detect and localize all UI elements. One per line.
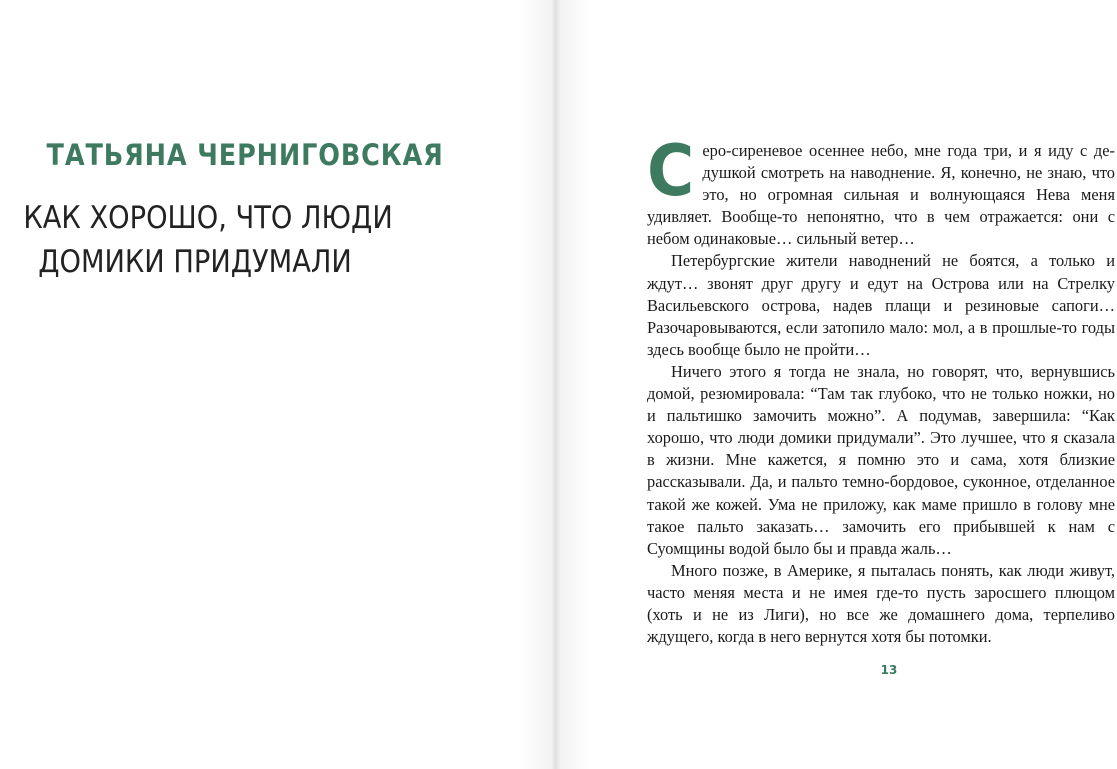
page-number: 13 [880, 663, 898, 677]
story-title [23, 196, 393, 284]
author-name: ТАТЬЯНА ЧЕРНИГОВСКАЯ [46, 138, 444, 172]
story-title-line-2: ДОМИКИ ПРИДУМАЛИ [38, 244, 352, 280]
paragraph-1 [647, 130, 1115, 250]
paragraph-4: Много позже, в Америке, я пыталась понять, как люди живут, часто меняя места и не имея где-то пусть заросшего плющом (хоть и не из Лиги), но все же домашнего дома, терпеливо ждущего, когда в него вернутся хотя бы потомки. [647, 560, 1115, 647]
paragraph-3: Ничего этого я тогда не знала, но говорят, что, вернувшись домой, резюмировала: “Там так глубоко, что не только ножки, но и пальтишко замочить можно”. А подумав, завершила: “Как хорошо, что люди домики придумали”. Это лучшее, что я сказала в жизни. Мне кажется, я помню это и сама, хотя близкие рассказывали. Да, и пальто темно-бордовое, суконное, отделанное такой же кожей. Ума не приложу, как маме пришло в голову мне такое пальто заказать… замочить его прибывшей к нам с Суомщины водой было бы и правда жаль… [647, 361, 1115, 558]
body-text [647, 130, 1115, 648]
right-page [556, 0, 1117, 769]
drop-cap: С [647, 130, 695, 212]
paragraph-1-text: еро-сиреневое осеннее небо, мне года три, и я иду с дедушкой смотреть на наводнение. Я, конечно, не знаю, что это, но огромная сильная и волнующаяся Нева меня удивляет. Вообще-то непонятно, что в чем отражается: они с небом одинаковые… сильный ветер… [647, 141, 1115, 249]
left-page [0, 0, 556, 769]
paragraph-2: Петербургские жители наводнений не боятся, а только и ждут… звонят друг другу и едут на Острова или на Стрелку Васильевского острова, надев плащи и резиновые сапоги… Разочаровываются, если затопило мало: мол, а в прошлые-то годы здесь вообще было не пройти… [647, 251, 1115, 359]
story-title-line-1: КАК ХОРОШО, ЧТО ЛЮДИ [23, 200, 393, 236]
